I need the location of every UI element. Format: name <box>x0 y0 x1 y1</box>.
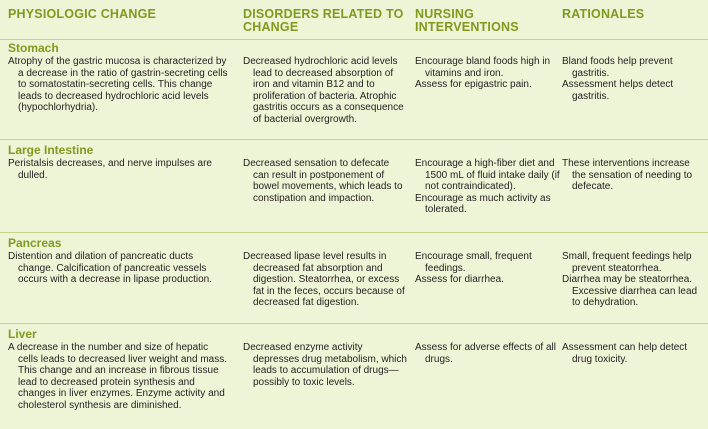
rationales-cell: Small, frequent feedings help prevent steatorrhea. Diarrhea may be steatorrhea. Excessive diarrhea can lead to dehydration. <box>562 251 698 308</box>
header-nursing-interventions: NURSING INTERVENTIONS <box>415 7 519 34</box>
physiologic-change-cell: A decrease in the number and size of hepatic cells leads to decreased liver weight and mass. This change and an increase in fibrous tissue lead to decreased protein synthesis and changes in liver enzymes. Enzyme activity and cholesterol synthesis are diminished. <box>8 342 227 411</box>
interventions-cell: Encourage small, frequent feedings. Assess for diarrhea. <box>415 251 532 285</box>
header-rationales: RATIONALES <box>562 7 645 21</box>
rationales-cell: Bland foods help prevent gastritis. Assessment helps detect gastritis. <box>562 56 674 102</box>
disorders-cell: Decreased lipase level results in decreased fat absorption and digestion. Steatorrhea, or excess fat in the feces, occurs because of decreased fat digestion. <box>243 251 405 308</box>
table-header <box>0 0 708 40</box>
section-liver <box>0 327 708 427</box>
physiologic-change-cell: Peristalsis decreases, and nerve impulses are dulled. <box>8 158 212 181</box>
disorders-cell: Decreased sensation to defecate can result in postponement of bowel movements, which leads to constipation and impaction. <box>243 158 403 204</box>
interventions-cell: Encourage bland foods high in vitamins and iron. Assess for epigastric pain. <box>415 56 551 90</box>
row-divider <box>0 232 708 233</box>
section-stomach <box>0 41 708 138</box>
rationales-cell: Assessment can help detect drug toxicity. <box>562 342 688 365</box>
section-title: Large Intestine <box>8 143 94 157</box>
section-pancreas <box>0 236 708 322</box>
row-divider <box>0 323 708 324</box>
section-title: Stomach <box>8 41 59 55</box>
header-disorders: DISORDERS RELATED TO CHANGE <box>243 7 404 34</box>
row-divider <box>0 139 708 140</box>
rationales-cell: These interventions increase the sensation of needing to defecate. <box>562 158 693 192</box>
section-title: Pancreas <box>8 236 62 250</box>
physiologic-change-cell: Atrophy of the gastric mucosa is characterized by a decrease in the ratio of gastrin-secreting cells to somatostatin-secreting cells. This change leads to decreased hydrochloric acid levels (hypochlorhydria). <box>8 56 228 113</box>
interventions-cell: Assess for adverse effects of all drugs. <box>415 342 556 365</box>
section-title: Liver <box>8 327 37 341</box>
header-physiologic-change: PHYSIOLOGIC CHANGE <box>8 7 157 21</box>
disorders-cell: Decreased hydrochloric acid levels lead to decreased absorption of iron and vitamin B12 and to proliferation of bacteria. Atrophic gastritis occurs as a consequence of bacterial overgrowth. <box>243 56 404 125</box>
section-large-intestine <box>0 143 708 231</box>
disorders-cell: Decreased enzyme activity depresses drug metabolism, which leads to accumulation of drugs—possibly to toxic levels. <box>243 342 407 388</box>
interventions-cell: Encourage a high-fiber diet and 1500 mL of fluid intake daily (if not contraindicated). Encourage as much activity as tolerated. <box>415 158 560 215</box>
physiologic-change-cell: Distention and dilation of pancreatic ducts change. Calcification of pancreatic vessels occurs with a decrease in lipase production. <box>8 251 212 285</box>
